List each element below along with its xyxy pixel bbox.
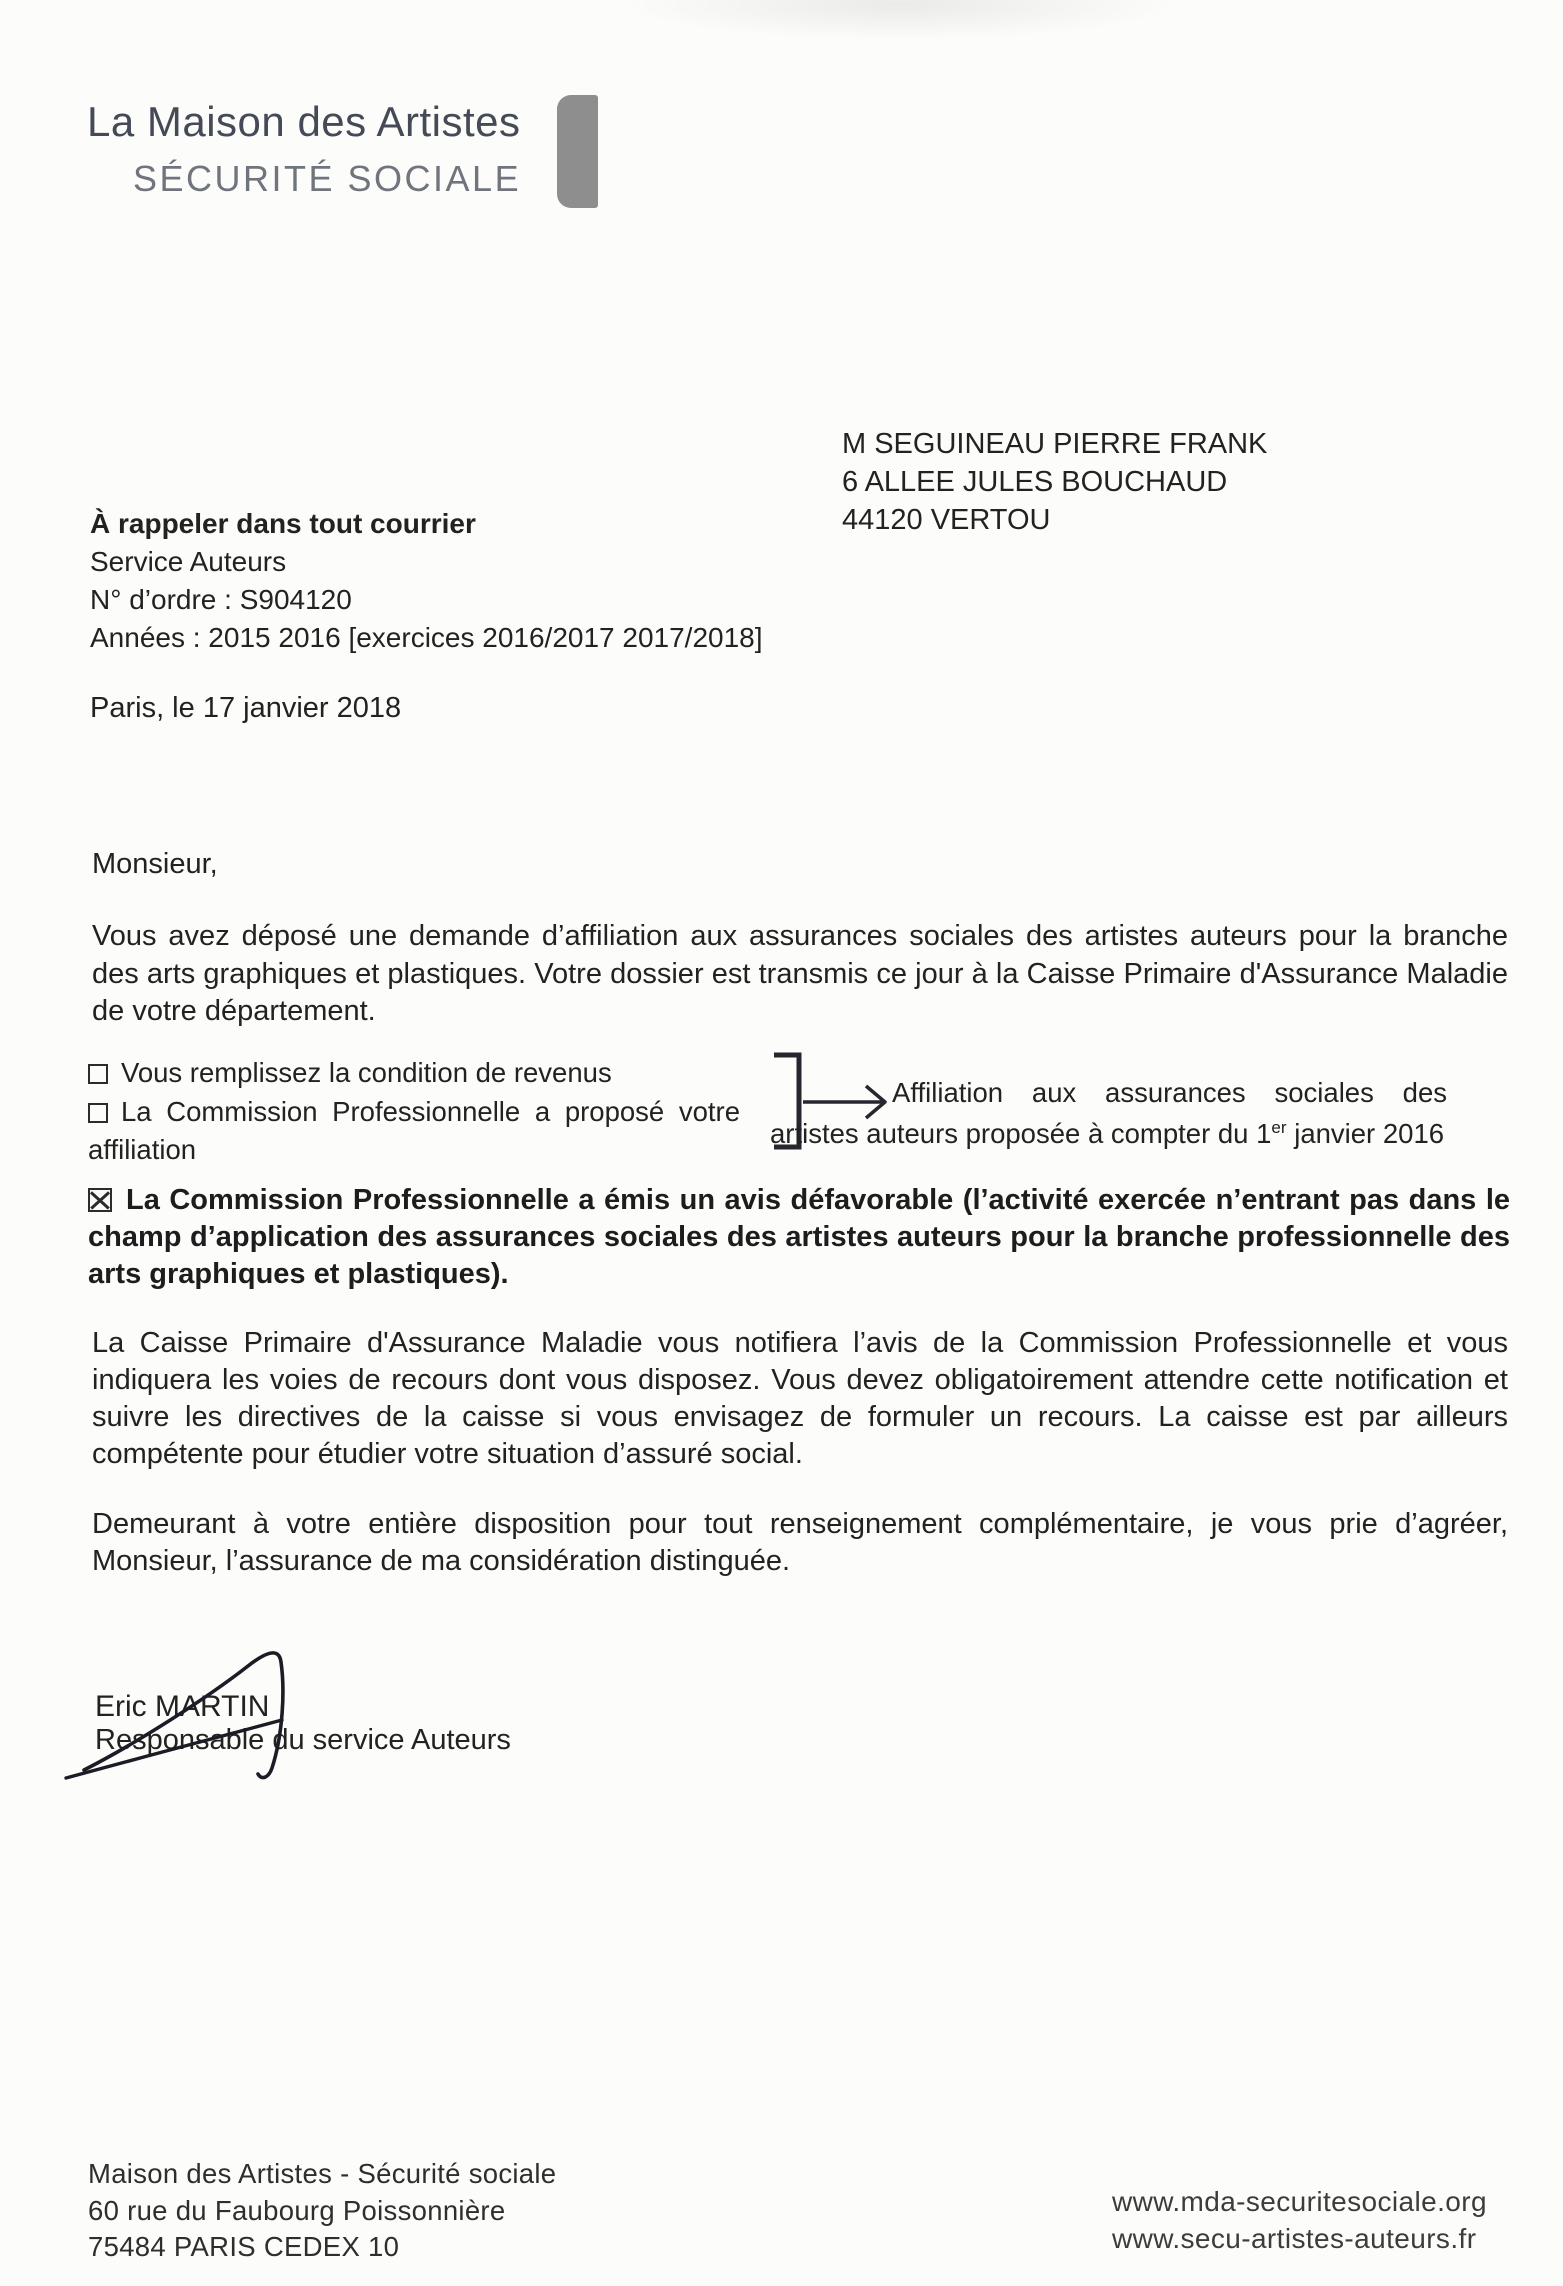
- ordinal-superscript: er: [1271, 1117, 1287, 1137]
- condition-item: [88, 1054, 740, 1093]
- recipient-address: [842, 425, 1267, 539]
- recipient-street: 6 ALLEE JULES BOUCHAUD: [842, 466, 1228, 498]
- footer-address: [88, 2156, 556, 2266]
- logo-mark-icon: [557, 95, 598, 208]
- reference-header: À rappeler dans tout courrier: [90, 508, 476, 539]
- closing-paragraph: Demeurant à votre entière disposition pour tout renseignement complémentaire, je vous prie d’agréer, Monsieur, l’assurance de ma considération distinguée.: [92, 1508, 1508, 1577]
- footer-street: 60 rue du Faubourg Poissonnière: [88, 2194, 506, 2226]
- footer-city: 75484 PARIS CEDEX 10: [88, 2231, 400, 2262]
- affiliation-note-tail: janvier 2016: [1286, 1118, 1445, 1149]
- condition-item-label: Vous remplissez la condition de revenus: [121, 1057, 612, 1088]
- logo-title: La Maison des Artistes: [87, 98, 521, 145]
- condition-item-label: La Commission Professionnelle a proposé votre affiliation: [88, 1095, 740, 1165]
- footer-org-name: Maison des Artistes - Sécurité sociale: [88, 2158, 557, 2189]
- condition-item: [88, 1093, 740, 1170]
- logo-subtitle: SÉCURITÉ SOCIALE: [133, 158, 522, 199]
- website-link: www.secu-artistes-auteurs.fr: [1112, 2223, 1477, 2254]
- signatory-title: Responsable du service Auteurs: [95, 1724, 511, 1756]
- decision-paragraph: [88, 1182, 1510, 1293]
- website-link: www.mda-securitesociale.org: [1112, 2186, 1487, 2217]
- dateline: Paris, le 17 janvier 2018: [90, 692, 402, 724]
- reference-block: [90, 505, 763, 657]
- ballot-box-icon: [88, 1103, 108, 1123]
- affiliation-note: [770, 1072, 1447, 1154]
- footer-websites: [1112, 2183, 1487, 2257]
- ballot-box-icon: [88, 1064, 108, 1084]
- salutation: Monsieur,: [92, 848, 218, 880]
- reference-order-number: N° d’ordre : S904120: [90, 584, 352, 615]
- reference-service: Service Auteurs: [90, 546, 287, 577]
- intro-paragraph: Vous avez déposé une demande d’affiliation aux assurances sociales des artistes auteurs pour la branche des arts graphiques et plastiques. Votre dossier est transmis ce jour à la Caisse Primaire d'Assurance Maladie de votre département.: [92, 920, 1508, 1027]
- ballot-box-checked-icon: [88, 1188, 112, 1212]
- scan-artifact: [620, 0, 1180, 40]
- affiliation-note-text: Affiliation aux assurances sociales des artistes auteurs proposée à compter du 1: [770, 1077, 1447, 1149]
- reference-years: Années : 2015 2016 [exercices 2016/2017 2017/2018]: [90, 622, 763, 653]
- caisse-paragraph: La Caisse Primaire d'Assurance Maladie vous notifiera l’avis de la Commission Professionnelle et vous indiquera les voies de recours dont vous disposez. Vous devez obligatoirement attendre cette notification et suivre les directives de la caisse si vous envisagez de formuler un recours. La caisse est par ailleurs compétente pour étudier votre situation d’assuré social.: [92, 1327, 1508, 1470]
- decision-text: La Commission Professionnelle a émis un avis défavorable (l’activité exercée n’entrant pas dans le champ d’application des assurances sociales des artistes auteurs pour la branche professionnelle des arts graphiques et plastiques).: [88, 1184, 1510, 1290]
- conditions-list: [88, 1054, 740, 1170]
- recipient-name: M SEGUINEAU PIERRE FRANK: [842, 428, 1268, 460]
- signatory-name: Eric MARTIN: [95, 1690, 270, 1723]
- recipient-city: 44120 VERTOU: [842, 504, 1051, 536]
